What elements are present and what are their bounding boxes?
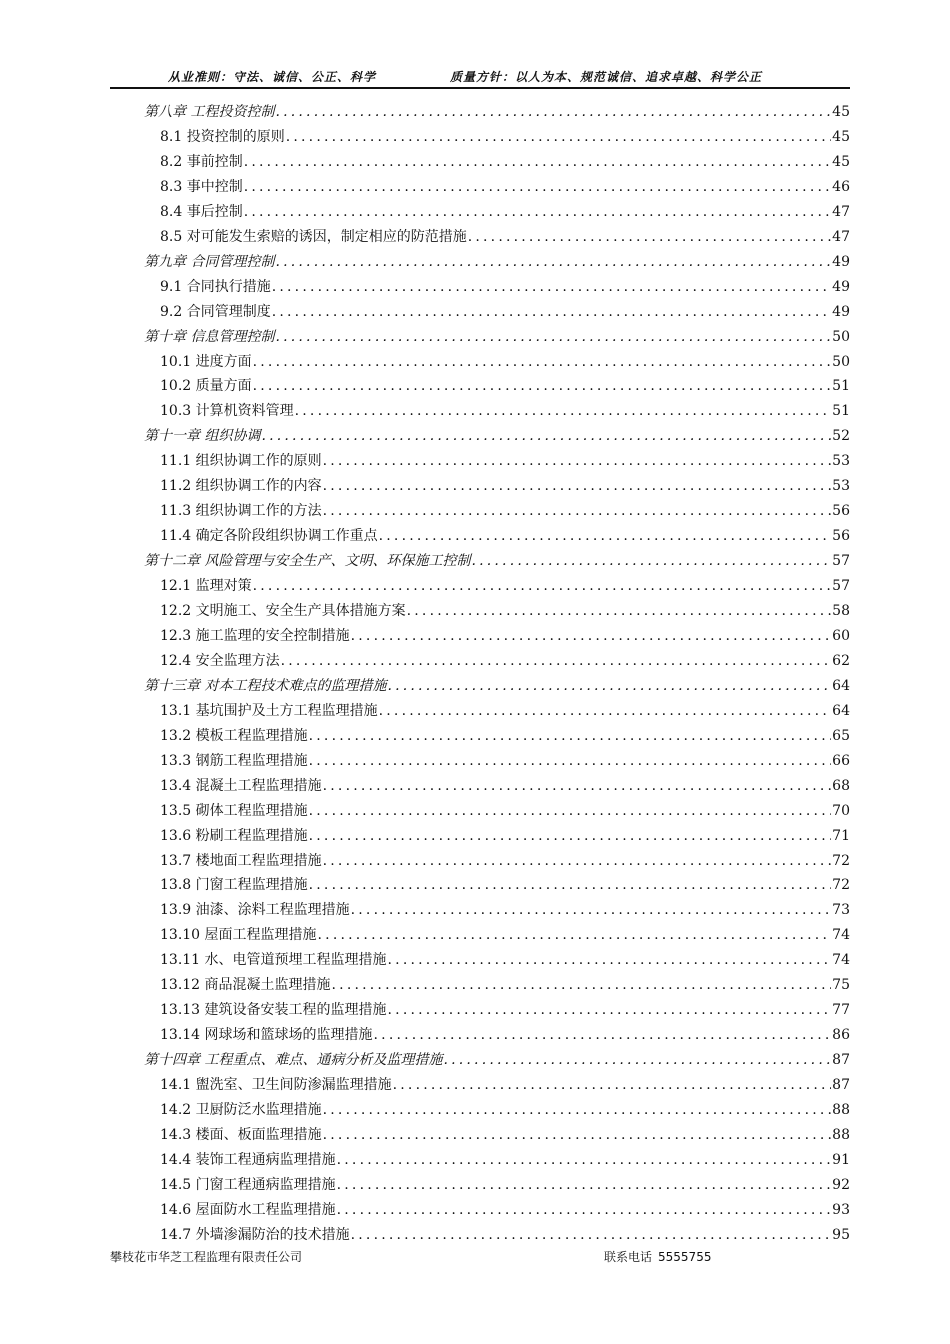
toc-section-entry[interactable] <box>160 1198 850 1223</box>
toc-section-entry[interactable] <box>160 724 850 749</box>
toc-dot-leader <box>323 1123 832 1148</box>
toc-dot-leader <box>379 524 832 549</box>
toc-dot-leader <box>379 699 832 724</box>
footer-phone <box>604 1248 717 1265</box>
header-left-motto: 从业准则：守法、诚信、公正、科学 <box>168 70 377 84</box>
toc-entry-label: 12.4 安全监理方法 <box>160 652 280 669</box>
header-rule <box>110 87 850 89</box>
toc-entry-page-number: 64 <box>832 677 850 694</box>
toc-entry-page-number: 87 <box>832 1052 850 1069</box>
toc-dot-leader <box>309 799 832 824</box>
toc-section-entry[interactable] <box>160 225 850 250</box>
toc-dot-leader <box>332 973 832 998</box>
toc-section-entry[interactable] <box>160 125 850 150</box>
toc-section-entry[interactable] <box>160 200 850 225</box>
toc-dot-leader <box>323 474 832 499</box>
toc-chapter-entry[interactable] <box>144 250 850 275</box>
toc-entry-page-number: 64 <box>832 702 850 719</box>
toc-entry-label: 8.1 投资控制的原则 <box>160 128 285 145</box>
toc-section-entry[interactable] <box>160 574 850 599</box>
toc-section-entry[interactable] <box>160 973 850 998</box>
toc-entry-label: 第十二章 风险管理与安全生产、文明、环保施工控制 <box>144 553 471 570</box>
toc-chapter-entry[interactable] <box>144 1048 850 1073</box>
toc-entry-page-number: 47 <box>832 228 850 245</box>
toc-entry-label: 10.2 质量方面 <box>160 378 252 395</box>
toc-entry-page-number: 57 <box>832 578 850 595</box>
toc-dot-leader <box>323 1098 832 1123</box>
toc-dot-leader <box>393 1073 832 1098</box>
page-header <box>110 66 850 88</box>
toc-section-entry[interactable] <box>160 649 850 674</box>
toc-dot-leader <box>323 499 832 524</box>
toc-dot-leader <box>309 724 832 749</box>
toc-entry-page-number: 50 <box>832 328 850 345</box>
toc-entry-page-number: 91 <box>832 1151 850 1168</box>
toc-entry-page-number: 68 <box>832 777 850 794</box>
toc-section-entry[interactable] <box>160 1123 850 1148</box>
toc-entry-label: 13.3 钢筋工程监理措施 <box>160 752 308 769</box>
toc-entry-page-number: 95 <box>832 1226 850 1243</box>
toc-entry-label: 14.3 楼面、板面监理措施 <box>160 1126 322 1143</box>
toc-dot-leader <box>275 325 831 350</box>
toc-entry-label: 13.9 油漆、涂料工程监理措施 <box>160 902 350 919</box>
toc-entry-page-number: 46 <box>832 178 850 195</box>
toc-section-entry[interactable] <box>160 749 850 774</box>
toc-chapter-entry[interactable] <box>144 549 850 574</box>
toc-dot-leader <box>275 250 831 275</box>
toc-dot-leader <box>281 649 832 674</box>
toc-entry-label: 13.6 粉刷工程监理措施 <box>160 827 308 844</box>
toc-dot-leader <box>272 300 831 325</box>
toc-entry-label: 13.8 门窗工程监理措施 <box>160 877 308 894</box>
toc-dot-leader <box>309 749 832 774</box>
toc-section-entry[interactable] <box>160 923 850 948</box>
toc-dot-leader <box>337 1173 832 1198</box>
toc-entry-label: 8.3 事中控制 <box>160 178 243 195</box>
toc-entry-page-number: 58 <box>832 603 850 619</box>
toc-entry-label: 8.4 事后控制 <box>160 203 243 220</box>
toc-entry-page-number: 88 <box>832 1126 850 1143</box>
toc-entry-label: 第九章 合同管理控制 <box>144 253 275 270</box>
toc-entry-page-number: 72 <box>832 852 850 869</box>
toc-dot-leader <box>471 549 831 574</box>
toc-entry-label: 14.1 盥洗室、卫生间防渗漏监理措施 <box>160 1077 392 1094</box>
toc-dot-leader <box>309 873 832 898</box>
toc-entry-page-number: 53 <box>832 478 850 495</box>
toc-entry-page-number: 77 <box>832 1002 850 1019</box>
toc-dot-leader <box>272 275 831 300</box>
toc-entry-label: 11.3 组织协调工作的方法 <box>160 503 322 520</box>
toc-entry-page-number: 93 <box>832 1201 850 1218</box>
toc-chapter-entry[interactable] <box>144 674 850 699</box>
toc-entry-label: 13.10 屋面工程监理措施 <box>160 927 317 944</box>
toc-entry-page-number: 62 <box>832 652 850 669</box>
toc-entry-label: 第八章 工程投资控制 <box>144 104 275 120</box>
toc-dot-leader <box>323 774 832 799</box>
toc-entry-page-number: 47 <box>832 203 850 220</box>
toc-dot-leader <box>244 200 831 225</box>
toc-entry-page-number: 45 <box>832 128 850 145</box>
toc-dot-leader <box>253 574 832 599</box>
toc-entry-label: 13.2 模板工程监理措施 <box>160 727 308 744</box>
toc-entry-label: 14.5 门窗工程通病监理措施 <box>160 1176 336 1193</box>
header-right-motto: 质量方针：以人为本、规范诚信、追求卓越、科学公正 <box>450 70 763 84</box>
toc-entry-label: 13.4 混凝土工程监理措施 <box>160 777 322 794</box>
toc-dot-leader <box>261 424 831 449</box>
toc-entry-page-number: 50 <box>832 353 850 370</box>
toc-entry-label: 10.1 进度方面 <box>160 353 252 370</box>
toc-entry-page-number: 74 <box>832 927 850 944</box>
toc-section-entry[interactable] <box>160 374 850 399</box>
toc-entry-label: 13.14 网球场和篮球场的监理措施 <box>160 1027 373 1044</box>
toc-section-entry[interactable] <box>160 774 850 799</box>
toc-entry-page-number: 57 <box>832 553 850 570</box>
toc-entry-page-number: 52 <box>832 428 850 445</box>
page-footer <box>110 1248 850 1266</box>
toc-entry-page-number: 60 <box>832 627 850 644</box>
toc-section-entry[interactable] <box>160 524 850 549</box>
toc-entry-page-number: 86 <box>832 1027 850 1044</box>
toc-entry-label: 12.1 监理对策 <box>160 578 252 595</box>
toc-chapter-entry[interactable] <box>144 424 850 449</box>
toc-section-entry[interactable] <box>160 948 850 973</box>
toc-entry-label: 第十章 信息管理控制 <box>144 328 275 345</box>
toc-entry-label: 13.13 建筑设备安装工程的监理措施 <box>160 1002 387 1019</box>
toc-section-entry[interactable] <box>160 150 850 175</box>
toc-entry-page-number: 45 <box>832 153 850 170</box>
toc-entry-label: 11.4 确定各阶段组织协调工作重点 <box>160 528 378 545</box>
toc-dot-leader <box>387 674 831 699</box>
toc-section-entry[interactable] <box>160 1073 850 1098</box>
toc-dot-leader <box>309 824 832 849</box>
toc-entry-label: 13.5 砌体工程监理措施 <box>160 802 308 819</box>
toc-dot-leader <box>351 624 832 649</box>
toc-section-entry[interactable] <box>160 175 850 200</box>
toc-entry-page-number: 56 <box>832 528 850 545</box>
toc-section-entry[interactable] <box>160 1023 850 1048</box>
toc-entry-page-number: 56 <box>832 503 850 520</box>
toc-entry-page-number: 71 <box>832 827 850 844</box>
toc-section-entry[interactable] <box>160 1098 850 1123</box>
toc-entry-label: 13.12 商品混凝土监理措施 <box>160 977 331 994</box>
toc-section-entry[interactable] <box>160 849 850 874</box>
toc-section-entry[interactable] <box>160 624 850 649</box>
toc-section-entry[interactable] <box>160 898 850 923</box>
toc-entry-label: 11.1 组织协调工作的原则 <box>160 453 322 470</box>
footer-phone-label: 联系电话 <box>604 1250 653 1264</box>
toc-entry-page-number: 65 <box>832 727 850 744</box>
toc-dot-leader <box>286 125 831 150</box>
toc-section-entry[interactable] <box>160 275 850 300</box>
toc-dot-leader <box>388 948 832 973</box>
toc-dot-leader <box>275 100 831 125</box>
toc-entry-page-number: 49 <box>832 253 850 270</box>
toc-dot-leader <box>318 923 832 948</box>
toc-dot-leader <box>253 374 832 399</box>
toc-dot-leader <box>244 175 831 200</box>
toc-entry-label: 14.6 屋面防水工程监理措施 <box>160 1201 336 1218</box>
toc-section-entry[interactable] <box>160 1223 850 1248</box>
toc-entry-label: 第十一章 组织协调 <box>144 428 261 445</box>
toc-entry-page-number: 70 <box>832 802 850 819</box>
toc-dot-leader <box>351 898 832 923</box>
toc-dot-leader <box>253 350 832 375</box>
toc-entry-label: 9.1 合同执行措施 <box>160 278 271 295</box>
toc-entry-label: 11.2 组织协调工作的内容 <box>160 478 322 495</box>
toc-dot-leader <box>407 599 832 624</box>
footer-phone-number: 5555755 <box>658 1250 712 1264</box>
toc-section-entry[interactable] <box>160 873 850 898</box>
toc-section-entry[interactable] <box>160 1148 850 1173</box>
toc-entry-label: 13.1 基坑围护及土方工程监理措施 <box>160 702 378 719</box>
toc-dot-leader <box>295 399 832 424</box>
toc-entry-page-number: 72 <box>832 877 850 894</box>
toc-section-entry[interactable] <box>160 824 850 849</box>
toc-dot-leader <box>323 849 832 874</box>
toc-dot-leader <box>374 1023 832 1048</box>
toc-section-entry[interactable] <box>160 474 850 499</box>
toc-section-entry[interactable] <box>160 699 850 724</box>
toc-section-entry[interactable] <box>160 449 850 474</box>
toc-dot-leader <box>443 1048 831 1073</box>
toc-entry-page-number: 87 <box>832 1077 850 1094</box>
toc-dot-leader <box>388 998 832 1023</box>
toc-entry-page-number: 45 <box>832 104 850 120</box>
toc-section-entry[interactable] <box>160 350 850 375</box>
toc-dot-leader <box>337 1148 832 1173</box>
toc-entry-page-number: 53 <box>832 453 850 470</box>
footer-company: 攀枝花市华芝工程监理有限责任公司 <box>110 1250 303 1264</box>
toc-section-entry[interactable] <box>160 1173 850 1198</box>
toc-entry-label: 14.2 卫厨防泛水监理措施 <box>160 1102 322 1118</box>
toc-section-entry[interactable] <box>160 499 850 524</box>
toc-section-entry[interactable] <box>160 300 850 325</box>
toc-entry-page-number: 74 <box>832 952 850 969</box>
toc-entry-page-number: 49 <box>832 278 850 295</box>
toc-entry-page-number: 92 <box>832 1176 850 1193</box>
toc-entry-label: 第十四章 工程重点、难点、通病分析及监理措施 <box>144 1052 443 1069</box>
toc-entry-label: 9.2 合同管理制度 <box>160 303 271 320</box>
toc-entry-label: 8.5 对可能发生索赔的诱因，制定相应的防范措施 <box>160 228 467 245</box>
toc-section-entry[interactable] <box>160 599 850 624</box>
toc-entry-page-number: 75 <box>832 977 850 994</box>
toc-entry-label: 13.7 楼地面工程监理措施 <box>160 852 322 869</box>
toc-entry-page-number: 88 <box>832 1102 850 1118</box>
toc-entry-label: 第十三章 对本工程技术难点的监理措施 <box>144 677 387 694</box>
toc-entry-page-number: 73 <box>832 902 850 919</box>
toc-chapter-entry[interactable] <box>144 100 850 125</box>
toc-entry-page-number: 51 <box>832 378 850 395</box>
toc-dot-leader <box>244 150 831 175</box>
toc-entry-label: 8.2 事前控制 <box>160 153 243 170</box>
toc-entry-label: 14.4 装饰工程通病监理措施 <box>160 1151 336 1168</box>
toc-entry-page-number: 66 <box>832 752 850 769</box>
toc-section-entry[interactable] <box>160 799 850 824</box>
toc-entry-label: 12.2 文明施工、安全生产具体措施方案 <box>160 603 406 619</box>
toc-dot-leader <box>337 1198 832 1223</box>
toc-entry-label: 14.7 外墙渗漏防治的技术措施 <box>160 1226 350 1243</box>
toc-entry-label: 12.3 施工监理的安全控制措施 <box>160 627 350 644</box>
toc-section-entry[interactable] <box>160 399 850 424</box>
toc-entry-label: 10.3 计算机资料管理 <box>160 403 294 420</box>
toc-chapter-entry[interactable] <box>144 325 850 350</box>
toc-entry-label: 13.11 水、电管道预埋工程监理措施 <box>160 952 387 969</box>
toc-entry-page-number: 51 <box>832 403 850 420</box>
toc-dot-leader <box>468 225 831 250</box>
toc-dot-leader <box>351 1223 832 1248</box>
toc-entry-page-number: 49 <box>832 303 850 320</box>
toc-section-entry[interactable] <box>160 998 850 1023</box>
toc-dot-leader <box>323 449 832 474</box>
